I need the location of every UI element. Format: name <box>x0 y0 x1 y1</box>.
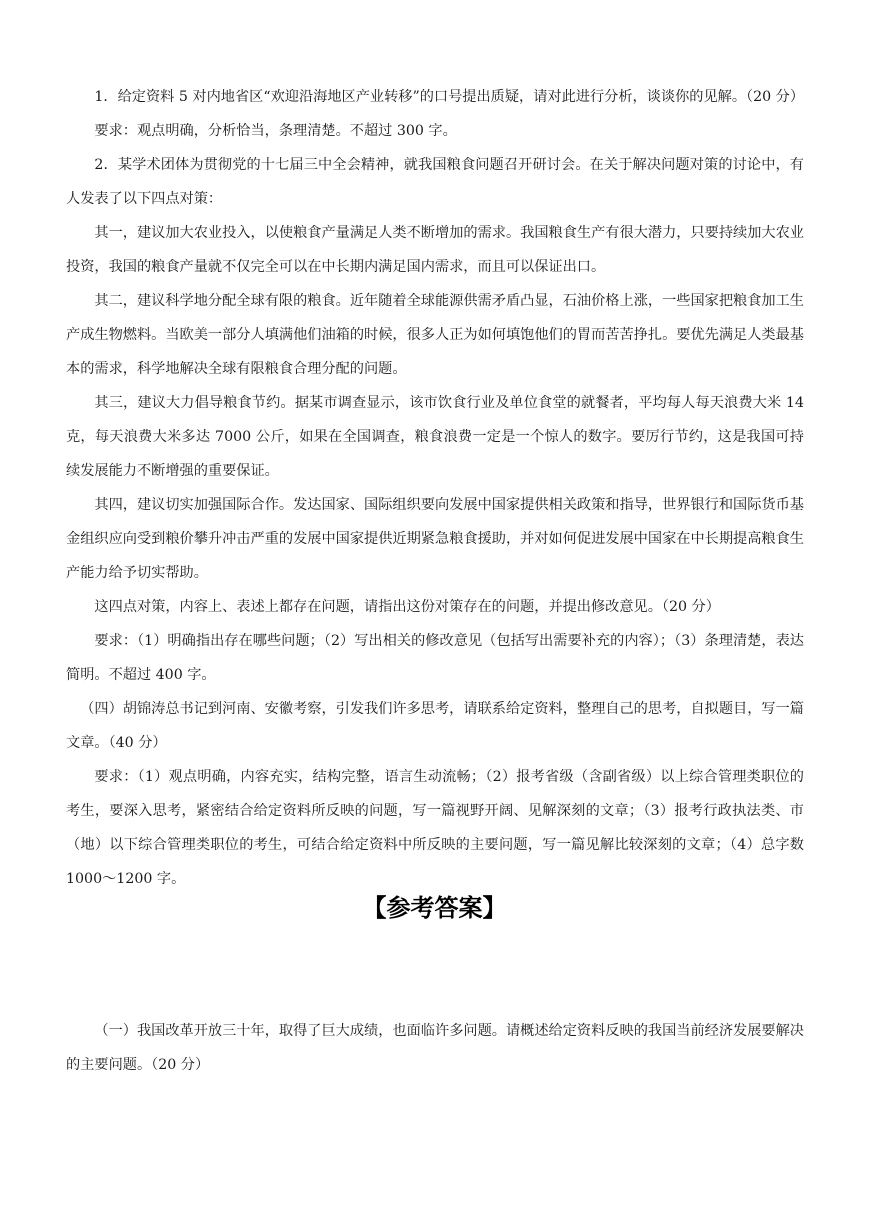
answer-heading: 【参考答案】 <box>362 894 507 922</box>
question-2-task: 这四点对策，内容上、表述上都存在问题，请指出这份对策存在的问题，并提出修改意见。（20 分） <box>94 599 720 615</box>
question-2: 2．某学术团体为贯彻党的十七届三中全会精神，就我国粮食问题召开研讨会。在关于解决问题对策的讨论中，有人发表了以下四点对策： <box>66 157 804 207</box>
question-1: 1．给定资料 5 对内地省区“欢迎沿海地区产业转移”的口号提出质疑，请对此进行分析，谈谈你的见解。（20 分） <box>94 89 805 105</box>
question-4-requirement: 要求：（1）观点明确，内容充实，结构完整，语言生动流畅；（2）报考省级（含副省级）以上综合管理类职位的考生，要深入思考，紧密结合给定资料所反映的问题，写一篇视野开阔、见解深刻的文章；（3）报考行政执法类、市（地）以下综合管理类职位的考生，可结合给定资料中所反映的主要问题，写一篇见解比较深刻的文章；（4）总字数 1000～1200 字。 <box>66 769 804 887</box>
answer-section <box>66 1014 804 1082</box>
countermeasure-4: 其四，建议切实加强国际合作。发达国家、国际组织要向发展中国家提供相关政策和指导，世界银行和国际货币基金组织应向受到粮价攀升冲击严重的发展中国家提供近期紧急粮食援助，并对如何促进发展中国家在中长期提高粮食生产能力给予切实帮助。 <box>66 497 804 581</box>
answer-paragraph-1: （一）我国改革开放三十年，取得了巨大成绩，也面临许多问题。请概述给定资料反映的我国当前经济发展要解决的主要问题。（20 分） <box>66 1023 804 1073</box>
question-2-requirement: 要求：（1）明确指出存在哪些问题；（2）写出相关的修改意见（包括写出需要补充的内容）；（3）条理清楚，表达简明。不超过 400 字。 <box>66 633 804 683</box>
question-1-requirement: 要求：观点明确，分析恰当，条理清楚。不超过 300 字。 <box>94 123 457 139</box>
countermeasure-3: 其三，建议大力倡导粮食节约。据某市调查显示，该市饮食行业及单位食堂的就餐者，平均每人每天浪费大米 14 克，每天浪费大米多达 7000 公斤，如果在全国调查，粮食浪费一定是一个惊人的数字。要厉行节约，这是我国可持续发展能力不断增强的重要保证。 <box>66 395 804 479</box>
countermeasure-2: 其二，建议科学地分配全球有限的粮食。近年随着全球能源供需矛盾凸显，石油价格上涨，一些国家把粮食加工生产成生物燃料。当欧美一部分人填满他们油箱的时候，很多人正为如何填饱他们的胃而苦苦挣扎。要优先满足人类最基本的需求，科学地解决全球有限粮食合理分配的问题。 <box>66 293 804 377</box>
question-section <box>66 80 804 896</box>
countermeasure-1: 其一，建议加大农业投入，以使粮食产量满足人类不断增加的需求。我国粮食生产有很大潜力，只要持续加大农业投资，我国的粮食产量就不仅完全可以在中长期内满足国内需求，而且可以保证出口。 <box>66 225 804 275</box>
question-4: （四）胡锦涛总书记到河南、安徽考察，引发我们许多思考，请联系给定资料，整理自己的思考，自拟题目，写一篇文章。（40 分） <box>66 701 804 751</box>
